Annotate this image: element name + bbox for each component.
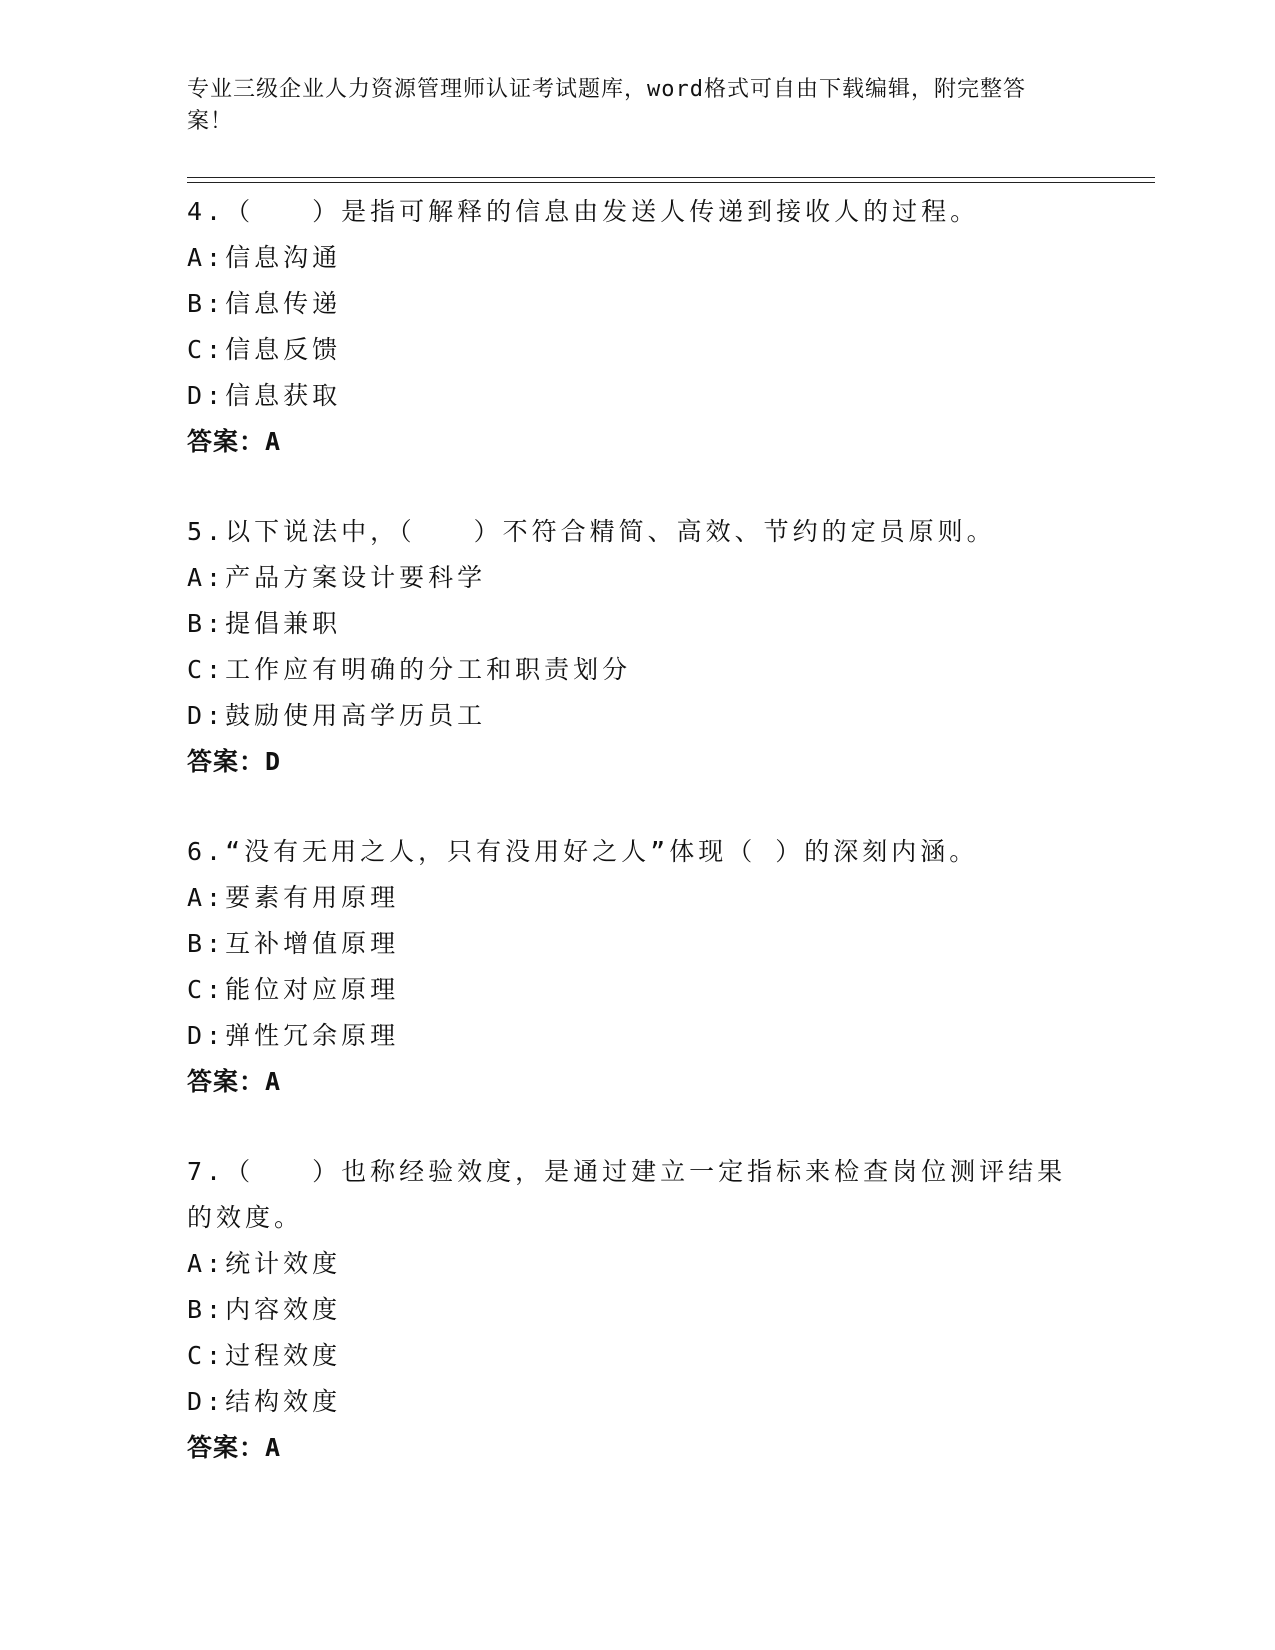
- header-divider-bottom: [187, 182, 1155, 183]
- option-b: B:信息传递: [187, 289, 342, 318]
- question-stem: 5.以下说法中，（ ）不符合精简、高效、节约的定员原则。: [187, 517, 996, 546]
- question-6: [187, 829, 1147, 1105]
- header-divider-top: [187, 177, 1155, 178]
- answer-label: 答案：A: [187, 1433, 282, 1462]
- option-a: A:要素有用原理: [187, 883, 400, 912]
- document-header: 专业三级企业人力资源管理师认证考试题库，word格式可自由下载编辑，附完整答案！: [187, 77, 1026, 134]
- option-d: D:信息获取: [187, 381, 342, 410]
- option-c: C:过程效度: [187, 1341, 342, 1370]
- option-d: D:结构效度: [187, 1387, 342, 1416]
- answer-label: 答案：D: [187, 747, 282, 776]
- option-a: A:信息沟通: [187, 243, 342, 272]
- answer-label: 答案：A: [187, 1067, 282, 1096]
- option-a: A:产品方案设计要科学: [187, 563, 487, 592]
- question-list: [187, 189, 1147, 1471]
- question-stem: 4.（ ）是指可解释的信息由发送人传递到接收人的过程。: [187, 197, 980, 226]
- option-d: D:鼓励使用高学历员工: [187, 701, 487, 730]
- question-stem: 6.“没有无用之人，只有没用好之人”体现（ ）的深刻内涵。: [187, 837, 979, 866]
- option-b: B:内容效度: [187, 1295, 342, 1324]
- option-c: C:工作应有明确的分工和职责划分: [187, 655, 632, 684]
- question-7: [187, 1149, 1147, 1471]
- question-stem: 7.（ ）也称经验效度，是通过建立一定指标来检查岗位测评结果的效度。: [187, 1157, 1067, 1232]
- option-c: C:信息反馈: [187, 335, 342, 364]
- question-4: [187, 189, 1147, 465]
- answer-label: 答案：A: [187, 427, 282, 456]
- question-5: [187, 509, 1147, 785]
- option-d: D:弹性冗余原理: [187, 1021, 400, 1050]
- option-a: A:统计效度: [187, 1249, 342, 1278]
- option-c: C:能位对应原理: [187, 975, 400, 1004]
- option-b: B:互补增值原理: [187, 929, 400, 958]
- option-b: B:提倡兼职: [187, 609, 342, 638]
